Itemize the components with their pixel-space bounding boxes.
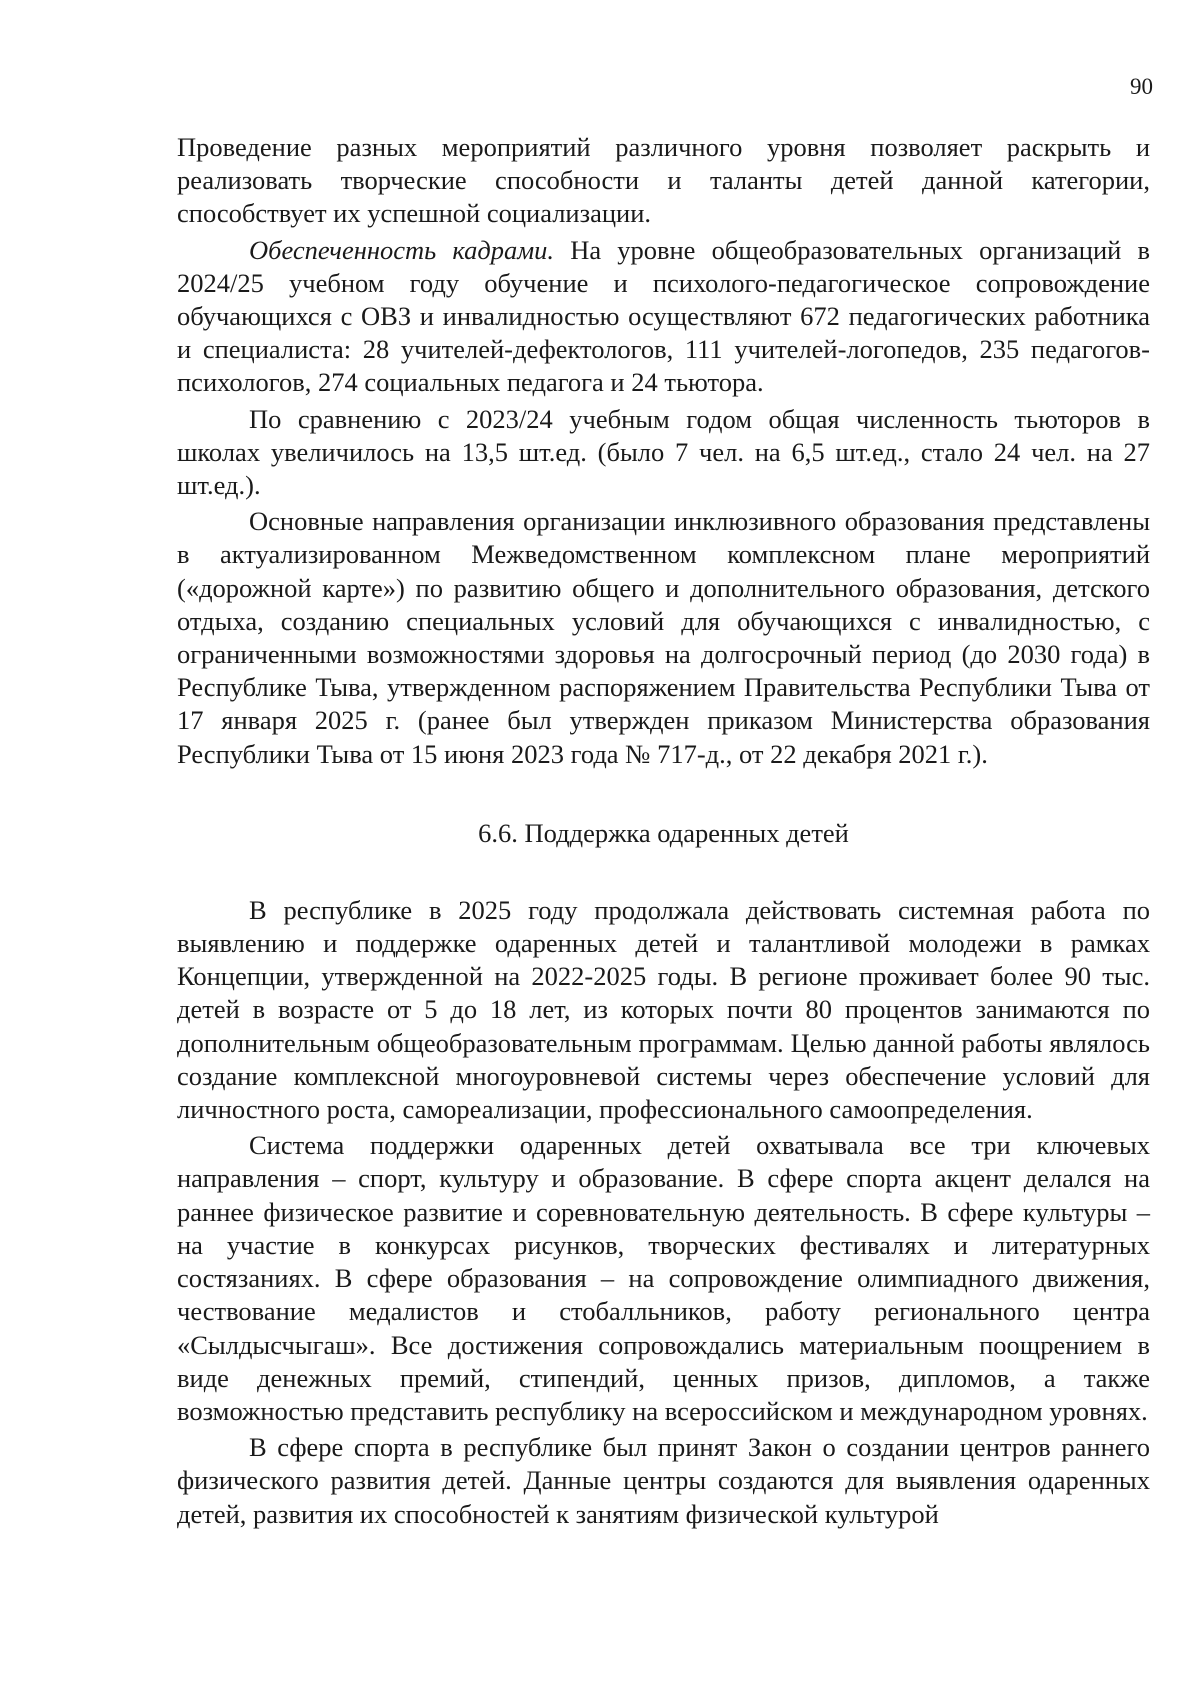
paragraph: Система поддержки одаренных детей охватывала все три ключевых направления – спорт, культуру и образование. В сфере спорта акцент делался на раннее физическое развитие и соревновательную деятельность. В сфере культуры – на участие в конкурсах рисунков, творческих фестивалях и литературных состязаниях. В сфере образования – на сопровождение олимпиадного движения, чествование медалистов и стобалльников, работу регионального центра «Сылдысчыгаш». Все достижения сопровождались материальным поощрением в виде денежных премий, стипендий, ценных призов, дипломов, а также возможностью представить республику на всероссийском и международном уровнях. bbox=[177, 1130, 1150, 1426]
paragraph: В сфере спорта в республике был принят Закон о создании центров раннего физического развития детей. Данные центры создаются для выявления одаренных детей, развития их способностей к занятиям физической культурой bbox=[177, 1432, 1150, 1529]
paragraph bbox=[177, 234, 1150, 400]
paragraph: Основные направления организации инклюзивного образования представлены в актуализированном Межведомственном комплексном плане мероприятий («дорожной карте») по развитию общего и дополнительного образования, детского отдыха, созданию специальных условий для обучающихся с инвалидностью, с ограниченными возможностями здоровья на долгосрочный период (до 2030 года) в Республике Тыва, утвержденном распоряжением Правительства Республики Тыва от 17 января 2025 г. (ранее был утвержден приказом Министерства образования Республики Тыва от 15 июня 2023 года № 717-д., от 22 декабря 2021 г.). bbox=[177, 506, 1150, 769]
paragraph-text: На уровне общеобразовательных организаций в 2024/25 учебном году обучение и психолого-педагогическое сопровождение обучающихся с ОВЗ и инвалидностью осуществляют 672 педагогических работника и специалиста: 28 учителей-дефектологов, 111 учителей-логопедов, 235 педагогов-психологов, 274 социальных педагога и 24 тьютора. bbox=[177, 234, 1150, 398]
paragraph: По сравнению с 2023/24 учебным годом общая численность тьюторов в школах увеличилось на 13,5 шт.ед. (было 7 чел. на 6,5 шт.ед., стало 24 чел. на 27 шт.ед.). bbox=[177, 403, 1150, 501]
paragraph-lead: Обеспеченность кадрами. bbox=[249, 234, 555, 265]
section-heading: 6.6. Поддержка одаренных детей bbox=[478, 817, 849, 848]
document-body bbox=[177, 131, 1150, 1531]
paragraph: В республике в 2025 году продолжала действовать системная работа по выявлению и поддержке одаренных детей и талантливой молодежи в рамках Концепции, утвержденной на 2022-2025 годы. В регионе проживает более 90 тыс. детей в возрасте от 5 до 18 лет, из которых почти 80 процентов занимаются по дополнительным общеобразовательным программам. Целью данной работы являлось создание комплексной многоуровневой системы через обеспечение условий для личностного роста, самореализации, профессионального самоопределения. bbox=[177, 894, 1150, 1125]
page-number: 90 bbox=[1130, 74, 1153, 99]
paragraph: Проведение разных мероприятий различного уровня позволяет раскрыть и реализовать творческие способности и таланты детей данной категории, способствует их успешной социализации. bbox=[177, 132, 1150, 229]
